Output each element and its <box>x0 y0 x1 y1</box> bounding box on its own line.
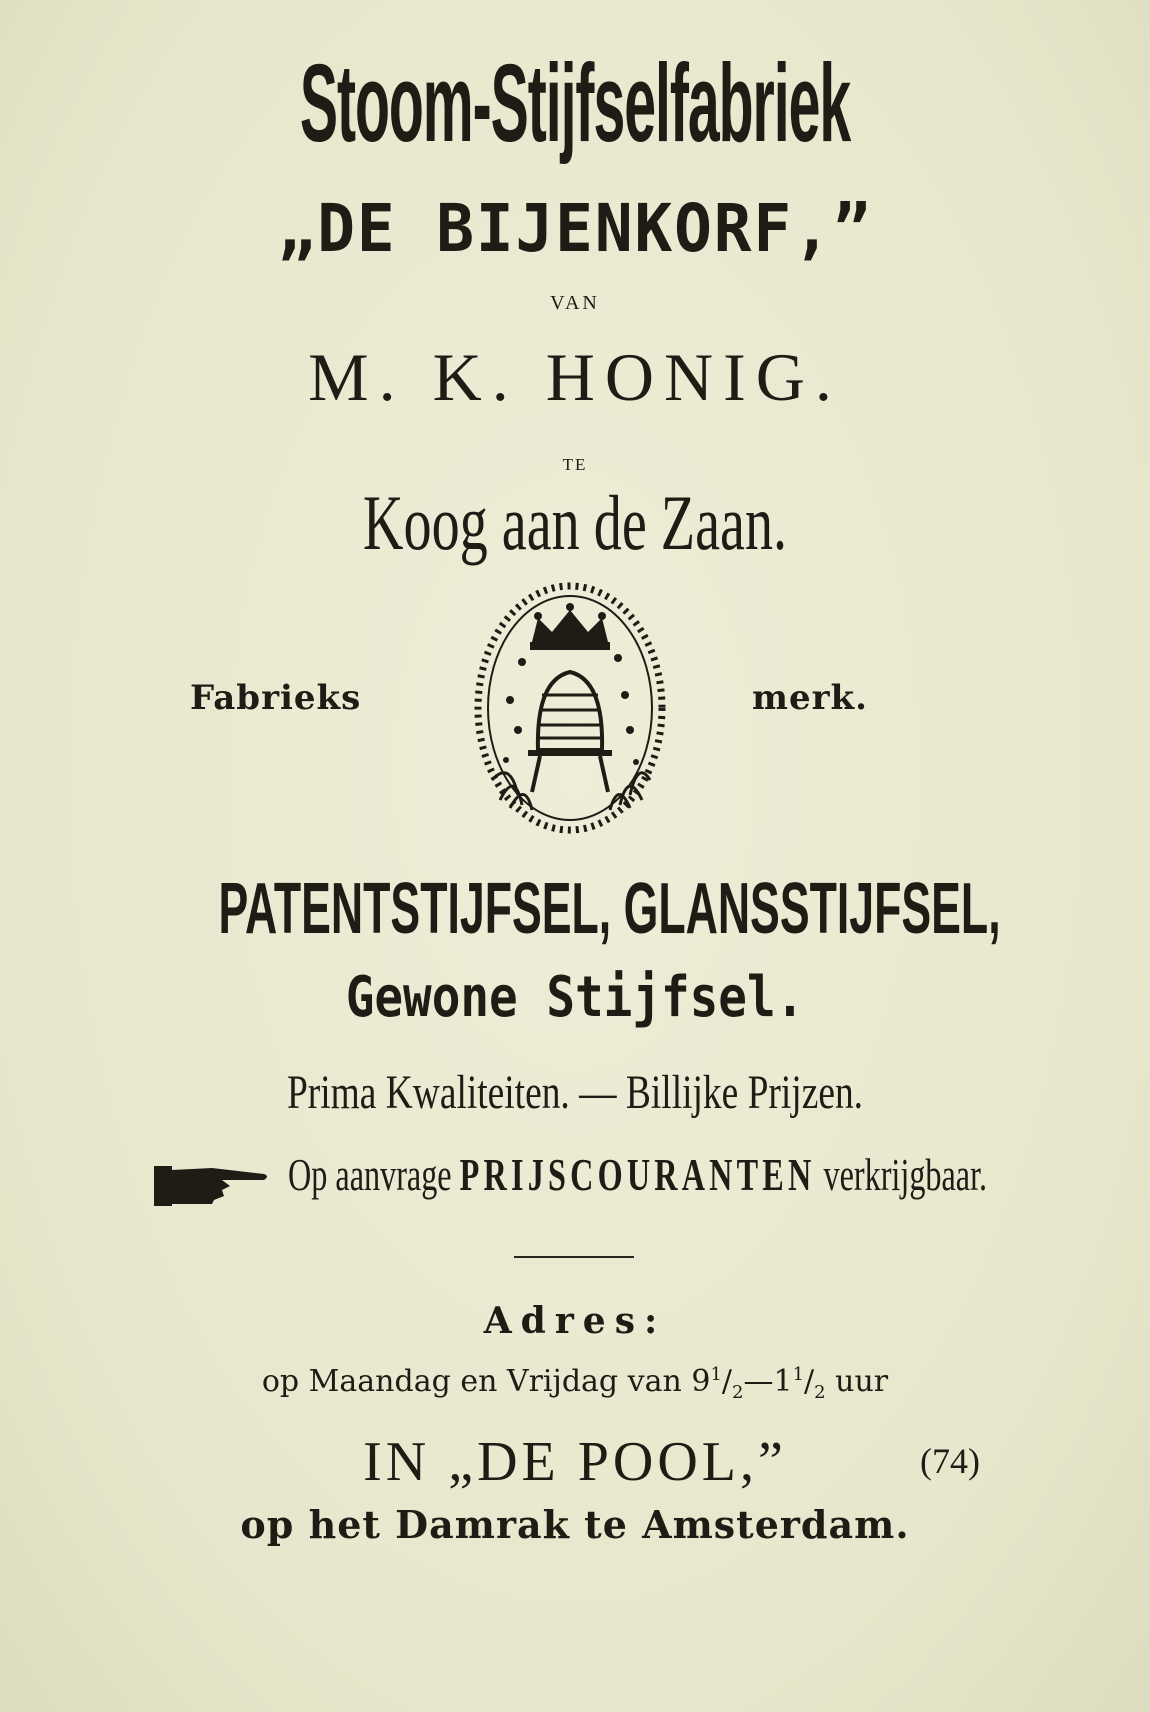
pointing-hand-icon <box>152 1158 272 1210</box>
ad-title: Stoom-Stijfselfabriek <box>299 42 851 165</box>
street-address: op het Damrak te Amsterdam. <box>240 1502 910 1547</box>
fraction-numerator-2: 1 <box>792 1364 805 1385</box>
venue: IN „DE POOL,” <box>363 1431 787 1493</box>
address-label: Adres: <box>483 1300 667 1342</box>
trademark-label-left: Fabrieks <box>190 678 362 718</box>
location: Koog aan de Zaan. <box>362 479 788 566</box>
days-post: uur <box>835 1364 889 1399</box>
opening-days: op Maandag en Vrijdag van $9^1/_2—1^1/_2$ uur <box>261 1364 889 1403</box>
request-line <box>288 1148 987 1201</box>
fraction-denominator: 2 <box>732 1382 744 1403</box>
beehive-crown-icon <box>470 580 670 835</box>
days-pre: op Maandag en Vrijdag van 9 <box>261 1364 711 1399</box>
products-heading: PATENTSTIJFSEL, GLANSSTIJFSEL, <box>218 869 1001 949</box>
request-post: verkrijgbaar. <box>823 1149 988 1200</box>
van-label: VAN <box>550 292 600 314</box>
trademark-label-right: merk. <box>752 678 868 718</box>
proprietor-name: M. K. HONIG. <box>308 339 842 415</box>
fraction-numerator: 1 <box>710 1364 722 1385</box>
price-lists: PRIJSCOURANTEN <box>459 1149 816 1200</box>
quality-line: Prima Kwaliteiten. — Billijke Prijzen. <box>286 1066 864 1119</box>
fraction-denominator-2: 2 <box>814 1382 826 1403</box>
divider <box>514 1256 634 1258</box>
ad-subtitle: „DE BIJENKORF,” <box>277 190 873 267</box>
ad-number: (74) <box>920 1441 980 1481</box>
request-pre: Op aanvrage <box>288 1149 452 1200</box>
te-label: TE <box>562 455 588 474</box>
days-mid: —1 <box>743 1364 793 1399</box>
common-starch: Gewone Stijfsel. <box>345 965 805 1030</box>
